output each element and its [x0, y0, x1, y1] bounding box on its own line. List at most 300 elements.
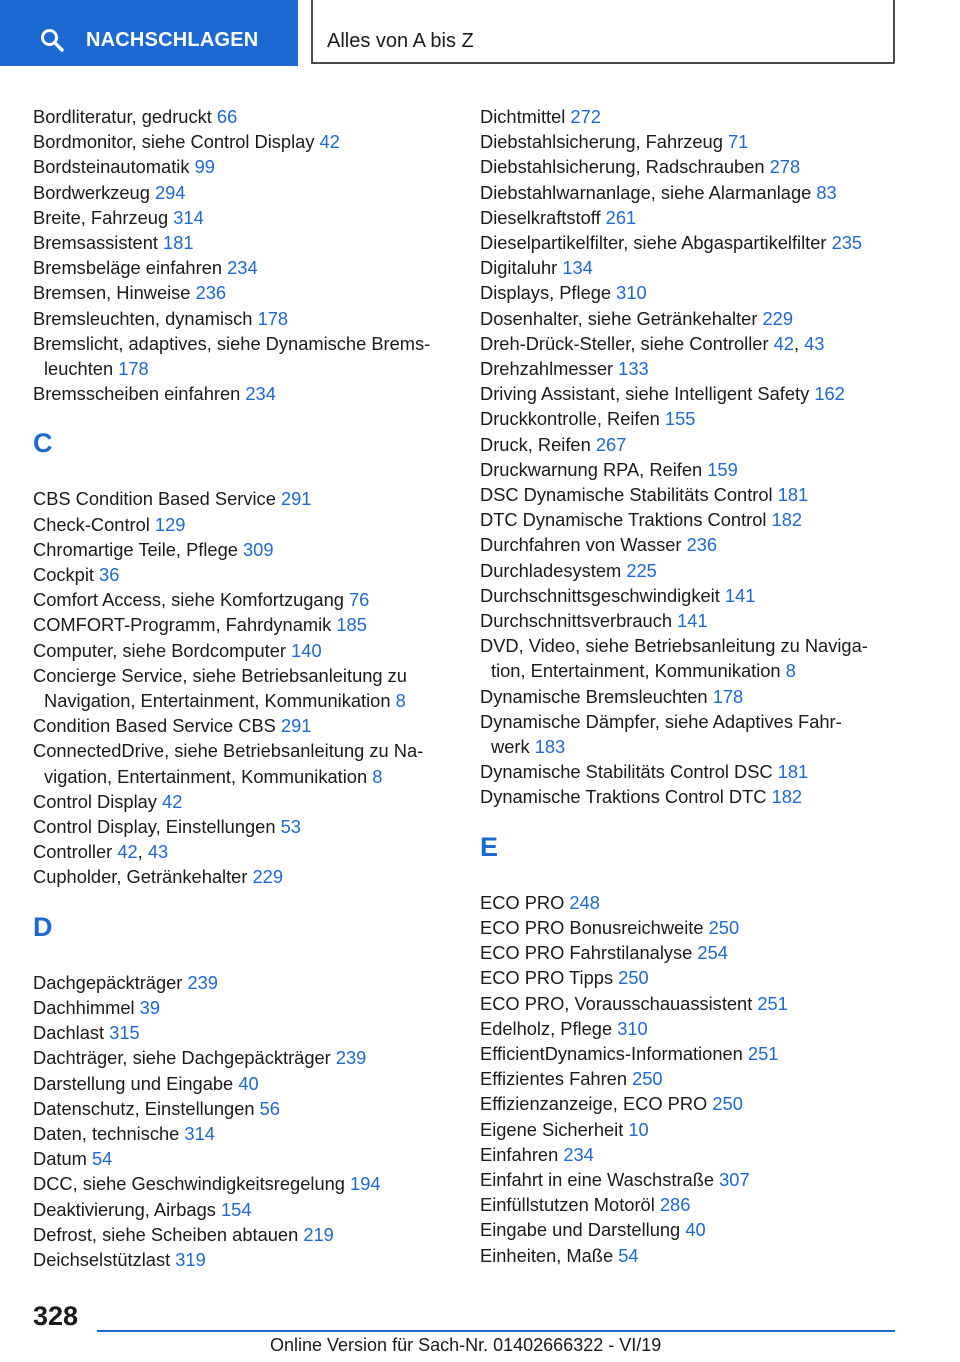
index-entry — [480, 1091, 900, 1116]
index-entry-line — [480, 482, 900, 507]
page-reference-link[interactable]: 154 — [221, 1198, 252, 1220]
page-reference-link[interactable]: 310 — [617, 1017, 648, 1039]
index-entry — [33, 638, 453, 663]
index-entry — [480, 1066, 900, 1091]
index-entry — [33, 1171, 453, 1196]
index-entry — [33, 814, 453, 839]
index-entry — [33, 512, 453, 537]
index-entry — [33, 1045, 453, 1070]
page-reference-link[interactable]: 141 — [724, 584, 756, 606]
index-entry-line — [480, 940, 900, 965]
index-entry-line — [33, 1020, 453, 1045]
page-reference-link[interactable]: 182 — [771, 786, 803, 808]
index-term: Breite, Fahrzeug — [33, 206, 174, 228]
page-reference-link[interactable]: 71 — [727, 131, 749, 153]
index-entry — [33, 970, 453, 995]
index-term: Dachhimmel — [33, 996, 140, 1018]
index-entry — [480, 684, 900, 709]
index-entry — [33, 1020, 453, 1045]
index-term: Bordmonitor, siehe Control Display — [33, 131, 320, 153]
page-reference-link[interactable]: 239 — [187, 971, 218, 993]
index-entry-line — [480, 507, 900, 532]
index-term: Durchladesystem — [480, 559, 627, 581]
index-entry — [33, 1071, 453, 1096]
index-term: ECO PRO, Vorausschauassistent — [480, 992, 758, 1014]
index-term: COMFORT-Programm, Fahrdynamik — [33, 614, 337, 636]
index-entry-line — [480, 583, 900, 608]
index-entry-line — [480, 532, 900, 557]
page-number: 328 — [33, 1301, 79, 1331]
page-reference-link[interactable]: 83 — [816, 181, 837, 203]
page-reference-link[interactable]: 267 — [595, 433, 627, 455]
index-entry — [33, 230, 453, 255]
page-reference-link[interactable]: 76 — [349, 589, 370, 611]
page-reference-link[interactable]: 42 — [319, 131, 340, 153]
page-reference-link[interactable]: 272 — [570, 106, 601, 127]
index-entry-line — [480, 1091, 900, 1116]
page-reference-link[interactable]: 310 — [616, 282, 647, 304]
index-entry — [480, 1117, 900, 1142]
page-reference-link[interactable]: 219 — [303, 1223, 334, 1245]
index-term: Durchfahren von Wasser — [480, 534, 687, 556]
index-term: Druckkontrolle, Reifen — [480, 408, 665, 430]
index-term: Dreh-Drück-Steller, siehe Controller — [480, 332, 774, 354]
index-term: Dynamische Traktions Control DTC — [480, 786, 772, 808]
page-reference-link[interactable]: 178 — [118, 358, 149, 380]
page-reference-link[interactable]: 291 — [280, 715, 312, 737]
index-entry-line — [33, 537, 453, 562]
page-reference-link[interactable]: 181 — [777, 484, 809, 506]
index-entry — [480, 457, 900, 482]
page-ref-separator: , — [793, 332, 805, 354]
index-term: Computer, siehe Bordcomputer — [33, 639, 292, 661]
index-entry — [480, 1217, 900, 1242]
index-entry-line — [480, 965, 900, 990]
index-term: Einfüllstutzen Motoröl — [480, 1194, 660, 1216]
index-entry — [33, 381, 453, 406]
index-term: ECO PRO — [480, 891, 570, 913]
page-reference-link[interactable]: 239 — [335, 1047, 367, 1069]
page-reference-link[interactable]: 250 — [632, 1068, 663, 1090]
page-reference-link[interactable]: 178 — [257, 307, 289, 329]
index-entry-line — [33, 1146, 453, 1171]
index-entry-line — [33, 1121, 453, 1146]
index-entry-line — [480, 991, 900, 1016]
index-entry — [33, 306, 453, 331]
page-reference-link[interactable]: 229 — [762, 307, 794, 329]
index-entry-line — [33, 1222, 453, 1247]
index-entry — [33, 1222, 453, 1247]
index-entry-line — [33, 129, 453, 154]
index-entry-line — [480, 104, 900, 129]
index-term: Displays, Pflege — [480, 282, 617, 304]
index-entry-line — [33, 154, 453, 179]
page-reference-link[interactable]: 234 — [563, 1143, 594, 1165]
index-term: Darstellung und Eingabe — [33, 1072, 239, 1094]
page-reference-link[interactable]: 42 — [117, 841, 138, 863]
page-reference-link[interactable]: 319 — [175, 1248, 206, 1270]
index-column-right — [480, 104, 900, 1268]
page-reference-link[interactable]: 185 — [336, 614, 367, 636]
index-entry-line — [480, 129, 900, 154]
page-reference-link[interactable]: 178 — [712, 685, 744, 707]
index-entry — [480, 784, 900, 809]
index-entry — [33, 180, 453, 205]
index-term: Drehzahlmesser — [480, 358, 619, 380]
index-entry — [480, 205, 900, 230]
page-reference-link[interactable]: 43 — [804, 332, 825, 354]
index-entry-line — [480, 1217, 900, 1242]
page-reference-link[interactable]: 236 — [195, 282, 227, 304]
page-reference-link[interactable]: 294 — [154, 181, 186, 203]
index-entry — [33, 713, 453, 738]
page-reference-link[interactable]: 314 — [184, 1122, 215, 1144]
index-entry-line — [33, 381, 453, 406]
page-reference-link[interactable]: 291 — [280, 488, 312, 510]
index-term: Navigation, Entertainment, Kommunikation — [44, 690, 396, 712]
index-term: Defrost, siehe Scheiben abtauen — [33, 1223, 304, 1245]
index-entry-line — [33, 1045, 453, 1070]
index-entry-line — [33, 104, 453, 129]
index-entry-line — [480, 255, 900, 280]
index-entry — [33, 537, 453, 562]
page-reference-link[interactable]: 141 — [677, 610, 708, 632]
index-term: Check-Control — [33, 513, 155, 535]
index-term: Bremsscheiben einfahren — [33, 383, 246, 405]
index-entry-line — [33, 306, 453, 331]
index-entry-line — [480, 230, 900, 255]
index-entry — [480, 1243, 900, 1268]
index-entry-line — [480, 154, 900, 179]
page-reference-link[interactable]: 194 — [350, 1173, 381, 1195]
index-entry-line — [480, 658, 900, 683]
index-entry-line — [480, 608, 900, 633]
index-entry — [480, 406, 900, 431]
page-reference-link[interactable]: 155 — [664, 408, 696, 430]
index-term: Eigene Sicherheit — [480, 1118, 629, 1140]
section-letter: E — [480, 831, 499, 862]
index-entry-line — [480, 784, 900, 809]
index-entry — [480, 759, 900, 784]
index-entry-line — [480, 381, 900, 406]
index-entry-line — [33, 1096, 453, 1121]
index-entry — [33, 995, 453, 1020]
index-entry — [480, 633, 900, 683]
page-reference-link[interactable]: 36 — [99, 564, 120, 586]
index-entry — [480, 991, 900, 1016]
index-entry — [480, 1167, 900, 1192]
index-term: Deichselstützlast — [33, 1248, 176, 1270]
index-entry-line — [480, 1117, 900, 1142]
index-term: Dosenhalter, siehe Getränkehalter — [480, 307, 763, 329]
index-term: Bordsteinautomatik — [33, 156, 195, 178]
page-reference-link[interactable]: 133 — [618, 358, 649, 380]
index-term: Dachträger, siehe Dachgepäckträger — [33, 1047, 336, 1069]
index-term: Cockpit — [33, 564, 100, 586]
index-entry-line — [480, 633, 900, 658]
index-term: Cupholder, Getränkehalter — [33, 866, 253, 888]
index-entry-line — [480, 205, 900, 230]
index-entry — [480, 255, 900, 280]
index-entry-line — [480, 890, 900, 915]
index-term: Eingabe und Darstellung — [480, 1219, 686, 1241]
page-reference-link[interactable]: 225 — [626, 559, 657, 581]
index-entry — [480, 890, 900, 915]
index-entry-line — [480, 734, 900, 759]
index-term: Comfort Access, siehe Komfortzugang — [33, 589, 350, 611]
index-entry-line — [480, 1142, 900, 1167]
section-title: Alles von A bis Z — [327, 30, 474, 52]
index-term: werk — [491, 736, 535, 758]
page-reference-link[interactable]: 54 — [91, 1148, 113, 1170]
index-entry-line — [480, 280, 900, 305]
page-reference-link[interactable]: 8 — [372, 765, 383, 787]
index-entry-line — [33, 789, 453, 814]
index-term: Dichtmittel — [480, 106, 571, 127]
page-reference-link[interactable]: 39 — [139, 996, 161, 1018]
index-term: Druckwarnung RPA, Reifen — [480, 458, 708, 480]
index-term: ECO PRO Bonusreichweite — [480, 916, 709, 938]
index-entry-line — [33, 180, 453, 205]
index-entry — [33, 612, 453, 637]
index-term: EfficientDynamics-Informationen — [480, 1042, 748, 1064]
page-reference-link[interactable]: 234 — [227, 257, 258, 279]
page-reference-link[interactable]: 307 — [719, 1168, 750, 1190]
online-version-text: Online Version für Sach-Nr. 01402666322 - VI/19 — [270, 1335, 662, 1355]
index-entry — [33, 1096, 453, 1121]
page-reference-link[interactable]: 10 — [628, 1118, 649, 1140]
index-entry-line — [33, 638, 453, 663]
index-entry — [480, 154, 900, 179]
index-term: Diebstahlwarnanlage, siehe Alarmanlage — [480, 181, 817, 203]
index-term: Bremsassistent — [33, 232, 164, 254]
index-entry — [33, 738, 453, 788]
index-entry — [480, 356, 900, 381]
index-entry-line — [33, 331, 453, 356]
index-entry-line — [33, 512, 453, 537]
index-term: DSC Dynamische Stabilitäts Control — [480, 484, 778, 506]
section-title-box — [311, 0, 895, 64]
index-entry-line — [480, 1066, 900, 1091]
index-term: Dynamische Stabilitäts Control DSC — [480, 761, 778, 783]
page-reference-link[interactable]: 278 — [769, 156, 801, 178]
page-reference-link[interactable]: 251 — [757, 992, 788, 1014]
index-entry — [480, 381, 900, 406]
index-entry-line — [33, 230, 453, 255]
page-reference-link[interactable]: 235 — [831, 232, 863, 254]
section-letter: C — [33, 428, 53, 459]
index-entry — [33, 129, 453, 154]
page-reference-link[interactable]: 40 — [238, 1072, 259, 1094]
search-icon — [40, 28, 64, 52]
index-term: Bremslicht, adaptives, siehe Dynamische Brems- — [33, 332, 431, 354]
index-entry — [33, 331, 453, 381]
page-reference-link[interactable]: 8 — [785, 660, 796, 682]
index-entry — [480, 331, 900, 356]
index-entry — [33, 587, 453, 612]
index-entry — [480, 1192, 900, 1217]
index-term: DCC, siehe Geschwindigkeitsregelung — [33, 1173, 351, 1195]
section-letter: D — [33, 911, 53, 942]
index-term: Edelholz, Pflege — [480, 1017, 618, 1039]
page-reference-link[interactable]: 229 — [252, 866, 284, 888]
index-entry-line — [480, 558, 900, 583]
page-reference-link[interactable]: 8 — [395, 690, 406, 712]
index-entry-line — [33, 663, 453, 688]
index-term: ECO PRO Tipps — [480, 967, 619, 989]
page-ref-separator: , — [137, 841, 148, 863]
page-reference-link[interactable]: 251 — [747, 1042, 779, 1064]
index-term: Dieselpartikelfilter, siehe Abgaspartikelfilter — [480, 232, 832, 254]
page-reference-link[interactable]: 234 — [245, 383, 276, 405]
page-reference-link[interactable]: 66 — [216, 106, 238, 127]
page-reference-link[interactable]: 315 — [109, 1022, 140, 1044]
index-term: CBS Condition Based Service — [33, 488, 281, 510]
page-reference-link[interactable]: 250 — [712, 1093, 743, 1115]
index-entry-line — [480, 759, 900, 784]
index-entry — [33, 104, 453, 129]
index-entry — [33, 280, 453, 305]
index-entry-line — [480, 406, 900, 431]
index-entry-line — [33, 1247, 453, 1272]
page-reference-link[interactable]: 181 — [777, 761, 809, 783]
page-reference-link[interactable]: 56 — [259, 1097, 280, 1119]
nachschlagen-label: NACHSCHLAGEN — [86, 29, 259, 51]
nachschlagen-button[interactable] — [0, 0, 298, 66]
index-term: Datum — [33, 1148, 92, 1170]
page-reference-link[interactable]: 254 — [697, 942, 728, 964]
page-reference-link[interactable]: 42 — [162, 790, 183, 812]
index-column-left — [33, 104, 453, 1272]
footer-divider — [97, 1330, 895, 1332]
page-reference-link[interactable]: 250 — [618, 967, 649, 989]
index-entry — [33, 1247, 453, 1272]
page-reference-link[interactable]: 134 — [562, 257, 593, 279]
index-term: Condition Based Service CBS — [33, 715, 281, 737]
page-reference-link[interactable]: 162 — [814, 383, 845, 405]
index-term: Bremsleuchten, dynamisch — [33, 307, 258, 329]
index-entry — [33, 1121, 453, 1146]
index-entry-line — [480, 915, 900, 940]
page-reference-link[interactable]: 250 — [708, 916, 740, 938]
index-entry-line — [33, 255, 453, 280]
index-entry-line — [33, 995, 453, 1020]
index-term: Dynamische Bremsleuchten — [480, 685, 713, 707]
index-entry — [480, 280, 900, 305]
index-term: Druck, Reifen — [480, 433, 596, 455]
index-entry — [33, 562, 453, 587]
index-term: Chromartige Teile, Pflege — [33, 538, 244, 560]
page-reference-link[interactable]: 140 — [291, 639, 322, 661]
index-entry-line — [33, 970, 453, 995]
page-reference-link[interactable]: 314 — [173, 206, 204, 228]
index-entry — [33, 1146, 453, 1171]
index-term: Daten, technische — [33, 1122, 185, 1144]
index-term: Bremsbeläge einfahren — [33, 257, 228, 279]
index-entry-line — [33, 562, 453, 587]
index-term: DTC Dynamische Traktions Control — [480, 509, 772, 531]
page-reference-link[interactable]: 40 — [685, 1219, 706, 1241]
index-entry — [480, 1041, 900, 1066]
index-entry-line — [480, 1192, 900, 1217]
index-entry — [480, 583, 900, 608]
index-term: Dachgepäckträger — [33, 971, 188, 993]
page-reference-link[interactable]: 99 — [194, 156, 215, 178]
index-entry — [480, 129, 900, 154]
index-entry-line — [480, 432, 900, 457]
index-entry-line — [480, 180, 900, 205]
index-entry — [33, 839, 453, 864]
page-reference-link[interactable]: 309 — [243, 538, 274, 560]
page-reference-link[interactable]: 54 — [618, 1244, 639, 1266]
page-reference-link[interactable]: 183 — [534, 736, 566, 758]
index-term: ECO PRO Fahrstilanalyse — [480, 942, 698, 964]
index-entry — [480, 306, 900, 331]
index-entry — [33, 663, 453, 713]
page-reference-link[interactable]: 43 — [147, 841, 169, 863]
index-entry-line — [480, 306, 900, 331]
page-reference-link[interactable]: 129 — [154, 513, 186, 535]
index-entry-line — [480, 331, 900, 356]
page-reference-link[interactable]: 261 — [605, 206, 637, 228]
index-term: Datenschutz, Einstellungen — [33, 1097, 260, 1119]
index-entry-line — [33, 1171, 453, 1196]
index-term: leuchten — [44, 358, 119, 380]
page-reference-link[interactable]: 159 — [707, 458, 738, 480]
index-entry — [480, 104, 900, 129]
index-term: Driving Assistant, siehe Intelligent Safety — [480, 383, 815, 405]
index-entry-line — [33, 1071, 453, 1096]
index-entry — [33, 154, 453, 179]
index-entry — [480, 608, 900, 633]
index-entry — [480, 532, 900, 557]
index-entry-line — [33, 1197, 453, 1222]
page-reference-link[interactable]: 236 — [686, 534, 718, 556]
index-term: Deaktivierung, Airbags — [33, 1198, 221, 1220]
index-entry-line — [480, 457, 900, 482]
index-term: Dachlast — [33, 1022, 110, 1044]
index-entry — [480, 507, 900, 532]
index-entry-line — [33, 814, 453, 839]
index-entry — [33, 789, 453, 814]
index-term: Control Display, Einstellungen — [33, 816, 281, 838]
index-entry-line — [33, 688, 453, 713]
index-entry — [33, 255, 453, 280]
index-entry — [480, 1142, 900, 1167]
index-entry-line — [33, 356, 453, 381]
page-reference-link[interactable]: 53 — [280, 816, 301, 838]
index-entry — [33, 205, 453, 230]
index-term: Effizientes Fahren — [480, 1068, 633, 1090]
index-term: Einheiten, Maße — [480, 1244, 619, 1266]
page-reference-link[interactable]: 181 — [163, 232, 194, 254]
index-term: Dynamische Dämpfer, siehe Adaptives Fahr- — [480, 710, 842, 732]
index-entry-line — [33, 839, 453, 864]
page-reference-link[interactable]: 286 — [659, 1194, 691, 1216]
index-entry — [480, 482, 900, 507]
page-reference-link[interactable]: 42 — [773, 332, 794, 354]
index-entry — [480, 915, 900, 940]
index-entry-line — [480, 709, 900, 734]
index-term: Bremsen, Hinweise — [33, 282, 196, 304]
page-reference-link[interactable]: 248 — [569, 891, 600, 913]
index-entry — [480, 940, 900, 965]
index-entry-line — [33, 864, 453, 889]
index-entry — [480, 558, 900, 583]
page-reference-link[interactable]: 182 — [771, 509, 803, 531]
index-term: Concierge Service, siehe Betriebsanleitung zu — [33, 664, 407, 686]
header — [0, 0, 960, 66]
